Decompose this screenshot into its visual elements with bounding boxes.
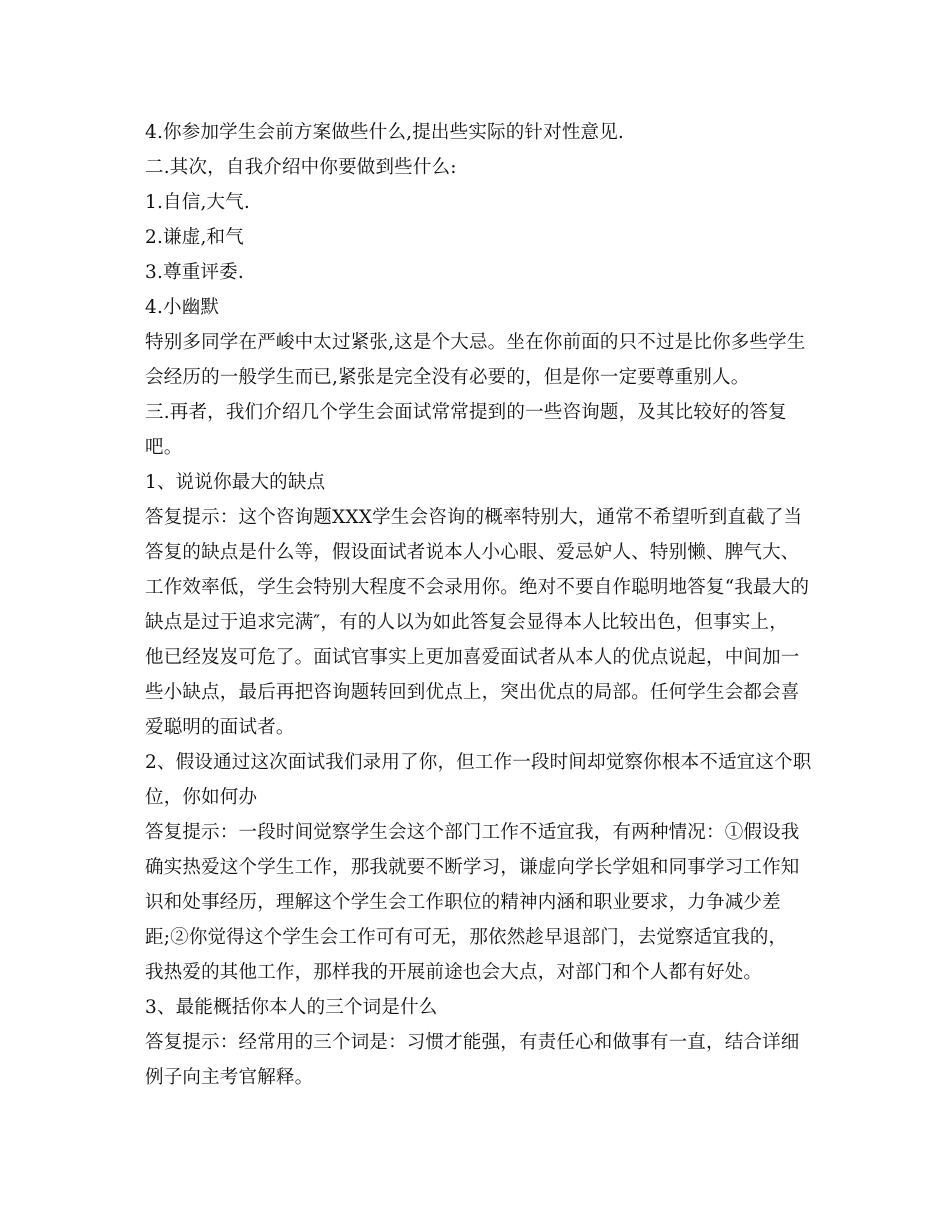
document-body [145, 115, 810, 1095]
list-item: 4.小幽默 [145, 297, 220, 318]
text-line: 吧。 [145, 437, 183, 458]
list-item: 1.自信,大气. [145, 192, 251, 213]
text-line: 识和处事经历，理解这个学生会工作职位的精神内涵和职业要求，力争减少差 [145, 892, 781, 913]
text-line: 4.你参加学生会前方案做些什么,提出些实际的针对性意见. [145, 122, 625, 143]
text-line: 答复提示：这个咨询题XXX学生会咨询的概率特别大，通常不希望听到直截了当 [145, 507, 803, 528]
text-line: 他已经岌岌可危了。面试官事实上更加喜爱面试者从本人的优点说起，中间加一 [145, 647, 800, 668]
question-heading: 2、假设通过这次面试我们录用了你，但工作一段时间却觉察你根本不适宜这个职 [145, 752, 812, 773]
text-line: 工作效率低，学生会特别大程度不会录用你。绝对不要自作聪明地答复“我最大的 [145, 577, 810, 598]
list-item: 2.谦虚,和气 [145, 227, 244, 248]
section-heading: 三.再者，我们介绍几个学生会面试常常提到的一些咨询题，及其比较好的答复 [145, 402, 787, 423]
text-line: 距;②你觉得这个学生会工作可有可无，那依然趁早退部门，去觉察适宜我的， [145, 927, 788, 948]
text-line: 位，你如何办 [145, 787, 258, 808]
text-line: 答复的缺点是什么等，假设面试者说本人小心眼、爱忌妒人、特别懒、脾气大、 [145, 542, 800, 563]
list-item: 3.尊重评委. [145, 262, 244, 283]
text-line: 确实热爱这个学生工作，那我就要不断学习，谦虚向学长学姐和同事学习工作知 [145, 857, 800, 878]
text-line: 缺点是过于追求完满″，有的人以为如此答复会显得本人比较出色，但事实上， [145, 612, 788, 633]
text-line: 会经历的一般学生而已,紧张是完全没有必要的，但是你一定要尊重别人。 [145, 367, 750, 388]
text-line: 例子向主考官解释。 [145, 1067, 314, 1088]
question-heading: 1、说说你最大的缺点 [145, 472, 326, 493]
text-line: 些小缺点，最后再把咨询题转回到优点上，突出优点的局部。任何学生会都会喜 [145, 682, 800, 703]
section-heading: 二.其次，自我介绍中你要做到些什么: [145, 157, 457, 178]
question-heading: 3、最能概括你本人的三个词是什么 [145, 997, 438, 1018]
text-line: 爱聪明的面试者。 [145, 717, 295, 738]
text-line: 答复提示：一段时间觉察学生会这个部门工作不适宜我，有两种情况：①假设我 [145, 822, 800, 843]
text-line: 我热爱的其他工作，那样我的开展前途也会大点，对部门和个人都有好处。 [145, 962, 763, 983]
text-line: 答复提示：经常用的三个词是：习惯才能强，有责任心和做事有一直，结合详细 [145, 1032, 800, 1053]
text-line: 特别多同学在严峻中太过紧张,这是个大忌。坐在你前面的只不过是比你多些学生 [145, 332, 806, 353]
